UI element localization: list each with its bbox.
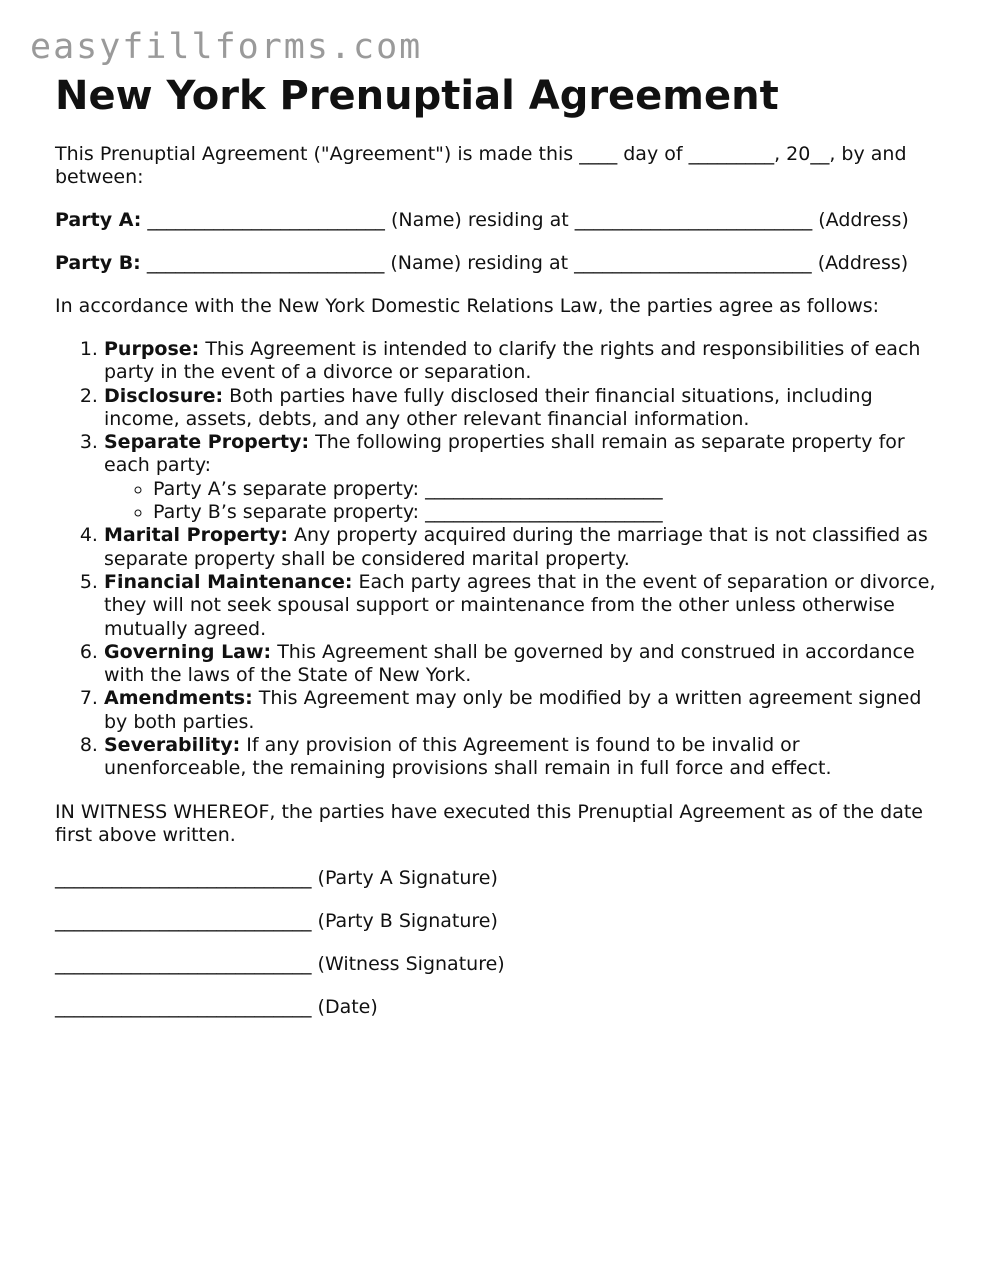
party-b-text: _________________________ (Name) residing at _________________________ (Address): [140, 252, 909, 274]
term-text: This Agreement shall be governed by and construed in accordance with the laws of the State of New York.: [104, 640, 915, 687]
term-item: [104, 338, 945, 385]
term-text: Any property acquired during the marriage that is not classified as separate property shall be considered marital property.: [104, 524, 928, 570]
term-item: [104, 734, 945, 781]
watermark-text: easyfillforms.com: [30, 27, 423, 67]
term-item: [104, 524, 945, 571]
signature-line-date: ___________________________ (Date): [55, 995, 378, 1018]
term-label: Severability:: [104, 734, 241, 757]
signature-line-party-a: ___________________________ (Party A Signature): [55, 866, 498, 889]
term-text: If any provision of this Agreement is found to be invalid or unenforceable, the remaining provisions shall remain in full force and effect.: [104, 734, 832, 780]
party-b-label: Party B:: [55, 252, 141, 274]
term-label: Amendments:: [104, 687, 253, 710]
signature-line-witness: ___________________________ (Witness Signature): [55, 952, 505, 975]
term-text: The following properties shall remain as separate property for each party:: [104, 431, 905, 477]
term-item: [104, 641, 945, 688]
intro-paragraph: This Prenuptial Agreement ("Agreement") is made this ____ day of _________, 20__, by and between:: [55, 143, 907, 188]
signature-line-party-b: ___________________________ (Party B Signature): [55, 909, 498, 932]
term-item: [104, 431, 945, 524]
party-a-label: Party A:: [55, 209, 142, 231]
separate-property-list: [104, 478, 945, 525]
term-text: Both parties have fully disclosed their financial situations, including income, assets, debts, and any other relevant financial information.: [104, 384, 873, 430]
party-b-line: [55, 252, 945, 275]
accordance-paragraph: In accordance with the New York Domestic Relations Law, the parties agree as follows:: [55, 295, 880, 317]
terms-list: [55, 338, 945, 781]
term-label: Separate Property:: [104, 431, 310, 454]
term-text: This Agreement may only be modified by a written agreement signed by both parties.: [104, 687, 922, 733]
witness-paragraph: IN WITNESS WHEREOF, the parties have executed this Prenuptial Agreement as of the date first above written.: [55, 800, 923, 846]
property-item-a: ◦ Party A’s separate property: _________________________: [153, 478, 945, 501]
party-a-line: [55, 209, 945, 232]
term-item: [104, 687, 945, 734]
term-item: [104, 385, 945, 432]
term-label: Governing Law:: [104, 640, 272, 663]
term-item: [104, 571, 945, 641]
term-label: Purpose:: [104, 338, 200, 360]
term-label: Marital Property:: [104, 524, 288, 547]
property-item-b: ◦ Party B’s separate property: _________________________: [153, 501, 945, 524]
party-a-text: _________________________ (Name) residing at _________________________ (Address): [141, 209, 909, 231]
term-label: Disclosure:: [104, 384, 224, 407]
term-text: This Agreement is intended to clarify the rights and responsibilities of each party in the event of a divorce or separation.: [104, 338, 921, 384]
term-label: Financial Maintenance:: [104, 570, 353, 593]
term-text: Each party agrees that in the event of separation or divorce, they will not seek spousal support or maintenance from the other unless otherwise mutually agreed.: [104, 570, 936, 640]
page-title: New York Prenuptial Agreement: [55, 73, 779, 119]
document-page: [55, 72, 945, 1019]
